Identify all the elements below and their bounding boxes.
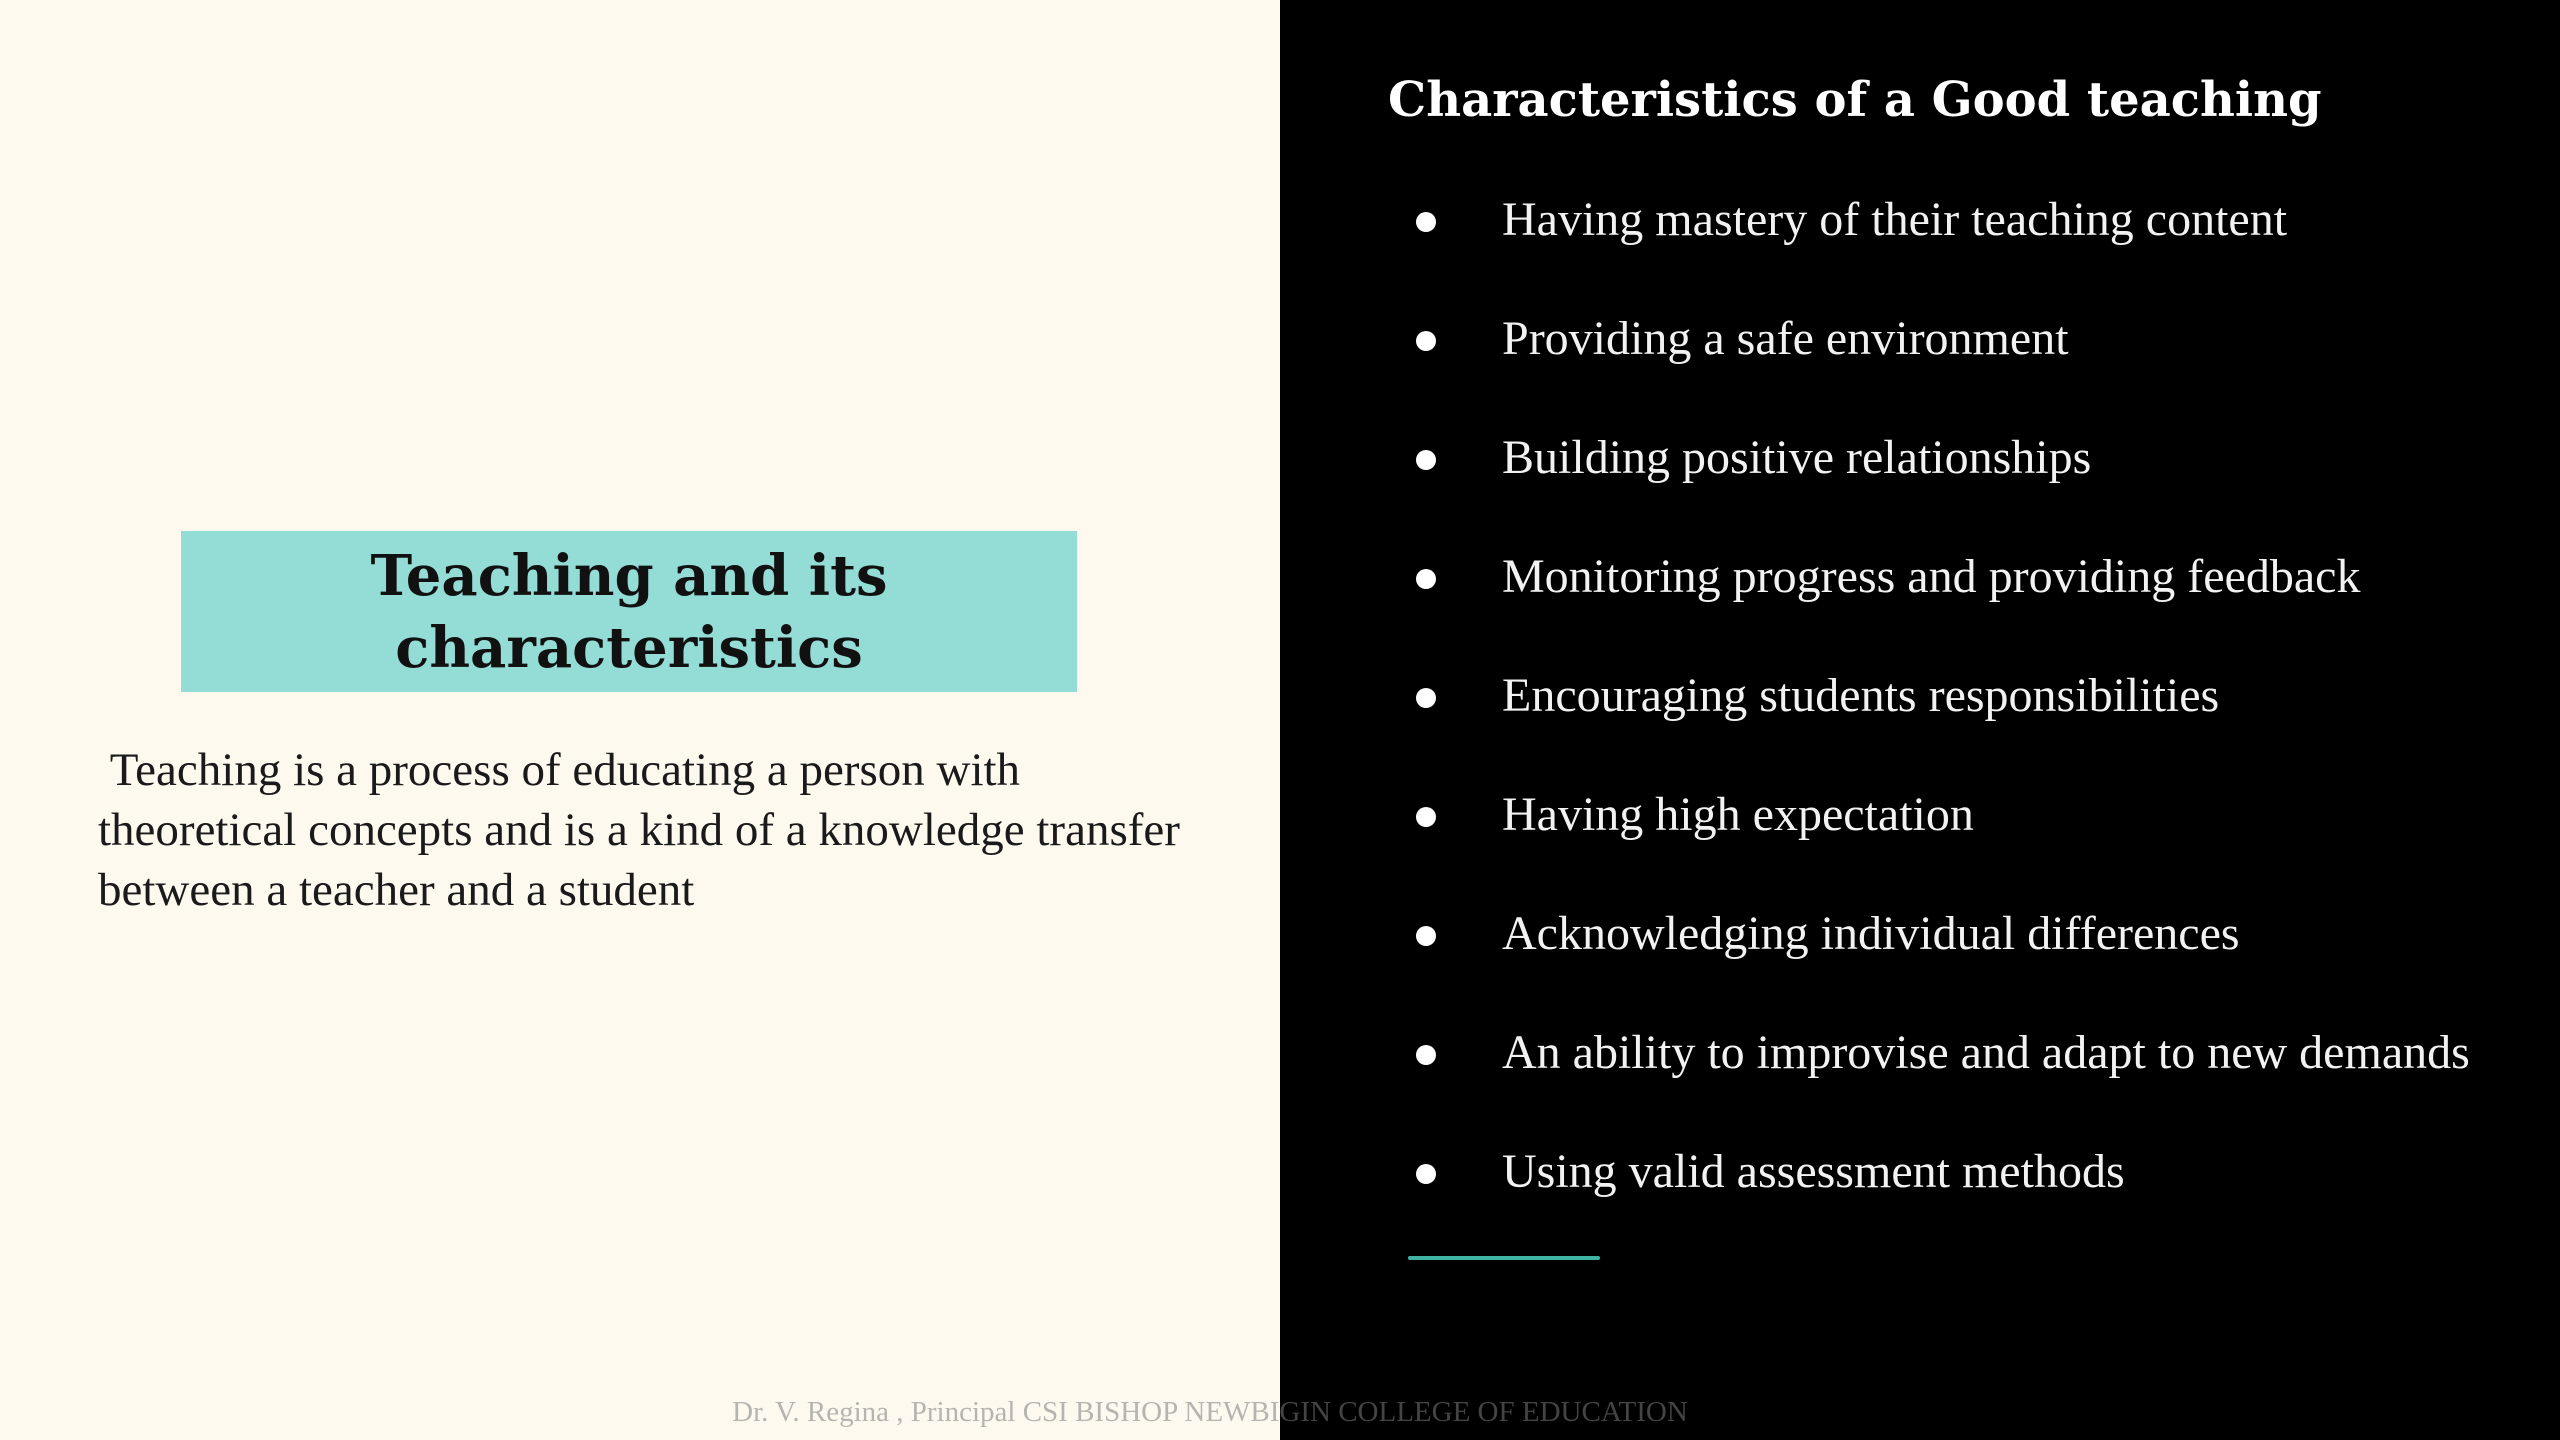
slide-title: Teaching and its characteristics (370, 542, 888, 681)
footer-credit: Dr. V. Regina , Principal CSI BISHOP NEWBIGIN COLLEGE OF EDUCATION (732, 1396, 1688, 1428)
characteristics-list (1388, 190, 2528, 1202)
list-item-text: Having high expectation (1502, 788, 1974, 841)
list-item-text: Acknowledging individual differences (1502, 907, 2240, 960)
bullet-icon (1416, 569, 1436, 589)
list-item (1388, 1142, 2528, 1202)
bullet-icon (1416, 688, 1436, 708)
bullet-icon (1416, 807, 1436, 827)
intro-paragraph: Teaching is a process of educating a person with theoretical concepts and is a kind of a knowledge transfer between a teacher and a student (98, 744, 1192, 916)
accent-underline (1408, 1256, 1600, 1260)
list-item (1388, 785, 2528, 845)
list-item-text: Providing a safe environment (1502, 312, 2069, 365)
bullet-icon (1416, 926, 1436, 946)
bullet-icon (1416, 331, 1436, 351)
characteristics-heading: Characteristics of a Good teaching (1388, 72, 2322, 128)
bullet-icon (1416, 1045, 1436, 1065)
list-item-text: Encouraging students responsibilities (1502, 669, 2220, 722)
list-item (1388, 547, 2528, 607)
list-item (1388, 190, 2528, 250)
list-item-text: Using valid assessment methods (1502, 1145, 2125, 1198)
list-item (1388, 428, 2528, 488)
list-item (1388, 1023, 2528, 1083)
list-item-text: Monitoring progress and providing feedback (1502, 550, 2361, 603)
list-item-text: Building positive relationships (1502, 431, 2092, 484)
list-item (1388, 666, 2528, 726)
list-item-text: Having mastery of their teaching content (1502, 193, 2288, 246)
bullet-icon (1416, 1164, 1436, 1184)
title-box (181, 531, 1077, 692)
bullet-icon (1416, 212, 1436, 232)
list-item (1388, 309, 2528, 369)
list-item-text: An ability to improvise and adapt to new demands (1502, 1026, 2470, 1079)
bullet-icon (1416, 450, 1436, 470)
list-item (1388, 904, 2528, 964)
